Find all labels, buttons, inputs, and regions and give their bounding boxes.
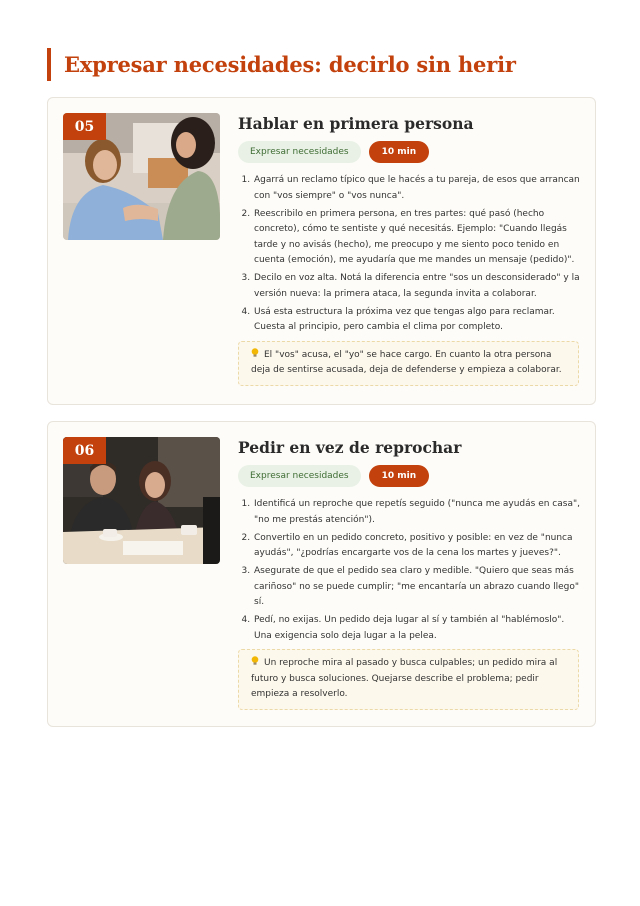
steps-list	[238, 497, 583, 644]
step-item: 1. Agarrá un reclamo típico que le hacés a tu pareja, de esos que arrancan con "vos siempre" o "vos nunca".	[253, 173, 583, 204]
exercise-tags	[238, 141, 583, 163]
exercise-photo	[63, 437, 220, 564]
exercise-title: Hablar en primera persona	[238, 114, 474, 133]
step-item: 2. Convertilo en un pedido concreto, positivo y posible: en vez de "nunca ayudás", "¿podrías encargarte vos de la cena los martes y jueves?".	[253, 531, 583, 562]
exercise-number-badge: 06	[63, 437, 106, 464]
step-item: 3. Asegurate de que el pedido sea claro y medible. "Quiero que seas más cariñoso" no se puede cumplir; "me encantaría un abrazo cuando llego" sí.	[253, 564, 583, 611]
step-item: 1. Identificá un reproche que repetís seguido ("nunca me ayudás en casa", "no me prestás atención").	[253, 497, 583, 528]
tip-text: Un reproche mira al pasado y busca culpables; un pedido mira al futuro y busca soluciones. Quejarse describe el problema; pedir empieza a resolverlo.	[251, 658, 558, 699]
exercise-content	[238, 113, 583, 386]
exercise-card-06	[47, 421, 596, 727]
page-header	[47, 48, 607, 81]
category-tag: Expresar necesidades	[238, 141, 361, 163]
exercise-tags	[238, 465, 583, 487]
lightbulb-icon	[251, 656, 259, 666]
exercise-number-badge: 05	[63, 113, 106, 140]
duration-tag: 10 min	[369, 465, 430, 487]
exercise-title: Pedir en vez de reprochar	[238, 438, 462, 457]
duration-tag: 10 min	[369, 141, 430, 163]
category-tag: Expresar necesidades	[238, 465, 361, 487]
lightbulb-icon	[251, 348, 259, 358]
step-item: 4. Usá esta estructura la próxima vez que tengas algo para reclamar. Cuesta al principio, pero cambia el clima por completo.	[253, 305, 583, 336]
exercise-photo	[63, 113, 220, 240]
exercise-content	[238, 437, 583, 710]
tip-box	[238, 341, 579, 386]
tip-box	[238, 649, 579, 710]
exercise-card-05	[47, 97, 596, 405]
page-title: Expresar necesidades: decirlo sin herir	[64, 52, 516, 77]
tip-text: El "vos" acusa, el "yo" se hace cargo. En cuanto la otra persona deja de sentirse acusada, deja de defenderse y empieza a colaborar.	[251, 349, 562, 375]
step-item: 3. Decilo en voz alta. Notá la diferencia entre "sos un desconsiderado" y la versión nueva: la primera ataca, la segunda invita a colaborar.	[253, 271, 583, 302]
steps-list	[238, 173, 583, 336]
title-accent-bar	[47, 48, 51, 81]
step-item: 4. Pedí, no exijas. Un pedido deja lugar al sí y también al "hablémoslo". Una exigencia solo deja lugar a la pelea.	[253, 613, 583, 644]
step-item: 2. Reescribilo en primera persona, en tres partes: qué pasó (hecho concreto), cómo te sentiste y qué necesitás. Ejemplo: "Cuando llegás tarde y no avisás (hecho), me preocupo y me siento poco tenido en cuenta (emoción), me ayudaría que me mandes un mensaje (pedido)".	[253, 207, 583, 269]
